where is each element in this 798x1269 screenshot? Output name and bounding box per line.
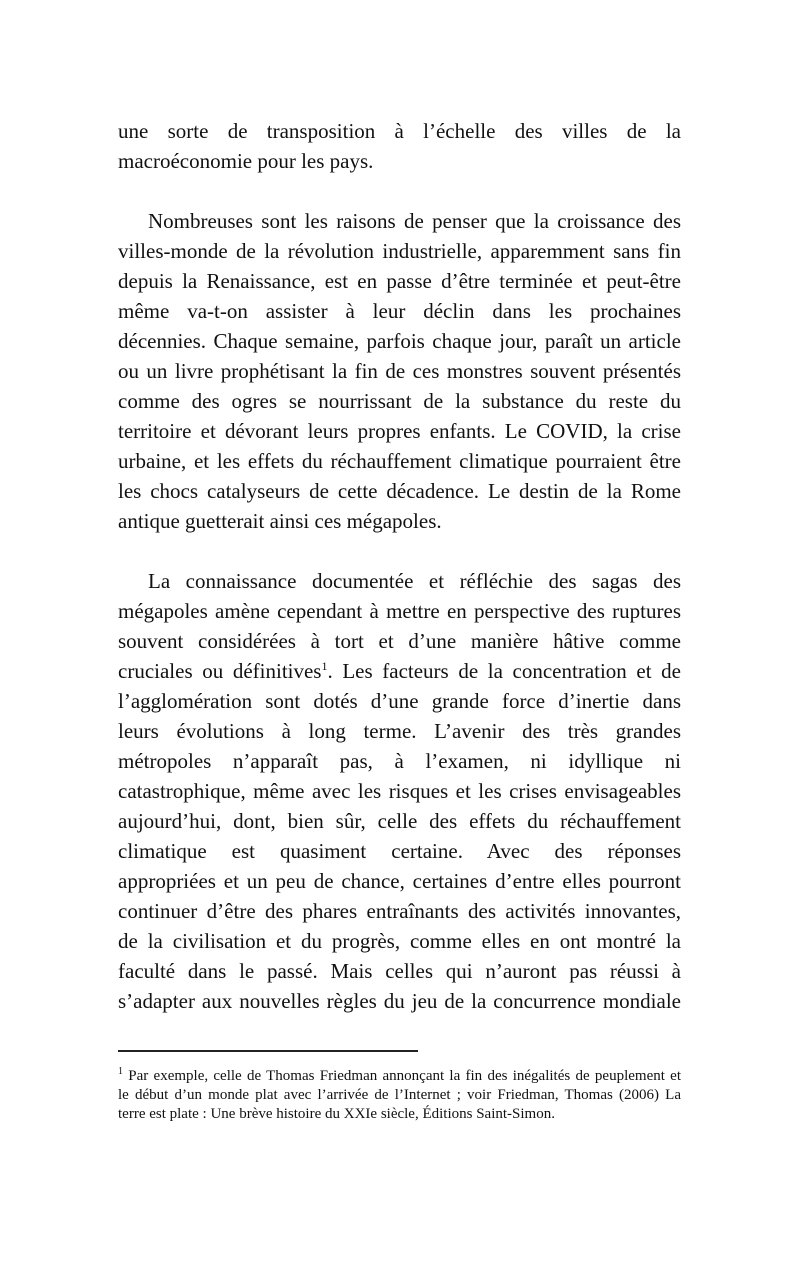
text-line: même va-t-on assister à leur déclin dans les prochaines [118,299,681,323]
text-line: mégapoles amène cependant à mettre en perspective des ruptures [118,599,681,623]
text-fragment: cruciales ou définitives [118,659,322,683]
text-line: une sorte de transposition à l’échelle des villes de la [118,119,681,143]
text-line: les chocs catalyseurs de cette décadence. Le destin de la Rome [118,479,681,503]
text-line: comme des ogres se nourrissant de la substance du reste du [118,389,681,413]
text-fragment: . Les facteurs de la concentration et de [327,659,681,683]
text-line: continuer d’être des phares entraînants des activités innovantes, [118,899,681,923]
footnote [118,1067,681,1124]
footnote-text: Par exemple, celle de Thomas Friedman annonçant la fin des inégalités de peuplement et [123,1068,681,1084]
text-line: territoire et dévorant leurs propres enfants. Le COVID, la crise [118,419,681,443]
text-line: depuis la Renaissance, est en passe d’être terminée et peut-être [118,269,681,293]
document-body [118,116,681,1016]
text-line-with-footnote [118,656,681,686]
text-line: catastrophique, même avec les risques et les crises envisageables [118,779,681,803]
footnote-reference[interactable]: 1 [321,659,328,673]
text-line: l’agglomération sont dotés d’une grande force d’inertie dans [118,689,681,713]
footnote-divider [118,1050,418,1052]
footnote-line [118,1067,681,1086]
footnote-line: terre est plate : Une brève histoire du XXIe siècle, Éditions Saint-Simon. [118,1106,555,1122]
text-line: appropriées et un peu de chance, certaines d’entre elles pourront [118,869,681,893]
text-line: métropoles n’apparaît pas, à l’examen, ni idyllique ni [118,749,681,773]
text-line: antique guetterait ainsi ces mégapoles. [118,509,442,533]
paragraph-1 [118,116,681,176]
text-line: de la civilisation et du progrès, comme elles en ont montré la [118,929,681,953]
text-line: décennies. Chaque semaine, parfois chaque jour, paraît un article [118,329,681,353]
text-line: souvent considérées à tort et d’une manière hâtive comme [118,629,681,653]
text-line: macroéconomie pour les pays. [118,149,374,173]
text-line: leurs évolutions à long terme. L’avenir des très grandes [118,719,681,743]
paragraph-3 [118,566,681,1016]
text-line: ou un livre prophétisant la fin de ces monstres souvent présentés [118,359,681,383]
text-line: La connaissance documentée et réfléchie des sagas des [148,569,681,593]
text-line: Nombreuses sont les raisons de penser que la croissance des [148,209,681,233]
text-line: faculté dans le passé. Mais celles qui n’auront pas réussi à [118,959,681,983]
text-line: aujourd’hui, dont, bien sûr, celle des effets du réchauffement [118,809,681,833]
paragraph-2 [118,206,681,536]
text-line: urbaine, et les effets du réchauffement climatique pourraient être [118,449,681,473]
footnote-line: le début d’un monde plat avec l’arrivée de l’Internet ; voir Friedman, Thomas (2006) La [118,1087,681,1103]
footnote-number: 1 [118,1066,123,1077]
text-line: s’adapter aux nouvelles règles du jeu de la concurrence mondiale [118,989,681,1013]
text-line: villes-monde de la révolution industrielle, apparemment sans fin [118,239,681,263]
text-line: climatique est quasiment certaine. Avec des réponses [118,839,681,863]
